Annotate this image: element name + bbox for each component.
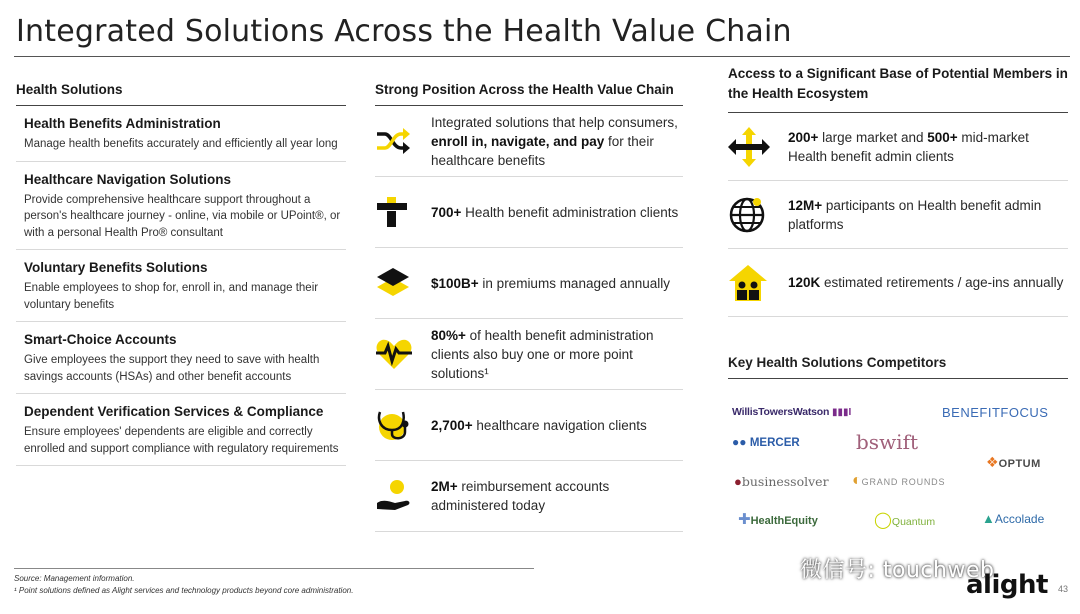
healthequity-logo: ✚HealthEquity — [738, 511, 818, 528]
solution-description: Provide comprehensive healthcare support throughout a person's healthcare journey - online, via mobile or UPoint®, or with a personal Health Pro® consultant — [24, 193, 341, 239]
grand-rounds-logo: ◐GRAND ROUNDS — [852, 472, 946, 489]
hand-coin-icon — [375, 479, 431, 513]
position-text: Integrated solutions that help consumers, enroll in, navigate, and pay for their healthcare benefits — [431, 114, 678, 168]
quantum-logo: ◯Quantum — [874, 512, 936, 529]
solution-description: Give employees the support they need to save with health savings accounts (HSAs) and other benefit accounts — [24, 354, 320, 383]
solution-item — [16, 106, 346, 162]
solution-item — [16, 162, 346, 251]
health-solutions-column — [16, 82, 346, 466]
position-text: 700+ Health benefit administration clients — [431, 204, 679, 220]
solution-description: Enable employees to shop for, enroll in, and manage their voluntary benefits — [24, 282, 319, 311]
access-heading: Access to a Significant Base of Potential Members in the Health Ecosystem — [728, 64, 1068, 113]
bswift-logo: bswift — [856, 430, 919, 454]
strong-position-column — [375, 82, 683, 532]
solution-item — [16, 322, 346, 394]
position-text: 2M+ reimbursement accounts administered today — [431, 479, 610, 513]
position-text: $100B+ in premiums managed annually — [431, 275, 671, 291]
competitors-heading: Key Health Solutions Competitors — [728, 355, 1068, 379]
source-note: Source: Management information. — [14, 574, 135, 583]
watermark: 微信号: touchweb — [800, 558, 995, 583]
heartbeat-icon — [375, 337, 431, 371]
house-family-icon — [728, 263, 788, 303]
solution-title: Dependent Verification Services & Compliance — [24, 404, 324, 419]
solution-title: Smart-Choice Accounts — [24, 332, 177, 347]
solution-item — [16, 250, 346, 322]
title-divider — [14, 56, 1070, 57]
stethoscope-icon — [375, 406, 431, 444]
businessolver-logo: ●businessolver — [734, 474, 829, 489]
access-item — [728, 181, 1068, 249]
position-item — [375, 390, 683, 461]
solution-title: Healthcare Navigation Solutions — [24, 171, 232, 187]
access-item — [728, 113, 1068, 181]
optum-logo: ❖OPTUM — [986, 454, 1041, 470]
expand-arrows-icon — [728, 127, 788, 167]
mercer-logo: ●● MERCER — [732, 435, 800, 449]
stacked-layers-icon — [375, 266, 431, 300]
alight-logo: alight — [966, 570, 1048, 600]
footnotes — [14, 568, 534, 597]
point-solutions-note: ¹ Point solutions defined as Alight services and technology products beyond core administration. — [14, 586, 354, 595]
position-item — [375, 177, 683, 248]
position-item — [375, 461, 683, 532]
shuffle-arrows-icon — [375, 126, 431, 156]
access-text: 12M+ participants on Health benefit admin platforms — [788, 197, 1042, 232]
willis-towers-watson-logo: WillisTowersWatson ▮▮▮I — [732, 406, 852, 418]
position-text: 80%+ of health benefit administration clients also buy one or more point solutions¹ — [431, 327, 654, 381]
benefitfocus-logo: BENEFITFOCUS — [942, 405, 1049, 420]
access-column — [728, 64, 1068, 317]
page-title: Integrated Solutions Across the Health Value Chain — [16, 14, 792, 49]
strong-position-heading: Strong Position Across the Health Value Chain — [375, 82, 683, 106]
health-solutions-heading: Health Solutions — [16, 82, 346, 106]
position-item — [375, 319, 683, 390]
position-item — [375, 248, 683, 319]
plus-split-icon — [375, 197, 431, 227]
solution-title: Voluntary Benefits Solutions — [24, 260, 208, 275]
accolade-logo: ▲Accolade — [982, 511, 1045, 526]
solution-item — [16, 394, 346, 466]
access-text: 120K estimated retirements / age-ins annually — [788, 275, 1064, 290]
page-number: 43 — [1058, 584, 1069, 594]
globe-icon — [728, 196, 788, 234]
position-text: 2,700+ healthcare navigation clients — [431, 417, 647, 433]
access-text: 200+ large market and 500+ mid-market Health benefit admin clients — [788, 129, 1029, 164]
access-item — [728, 249, 1068, 317]
solution-description: Manage health benefits accurately and efficiently all year long — [24, 138, 338, 150]
solution-description: Ensure employees' dependents are eligible and correctly enrolled and support compliance with regulatory requirements — [24, 426, 339, 455]
position-item — [375, 106, 683, 177]
solution-title: Health Benefits Administration — [24, 116, 221, 131]
